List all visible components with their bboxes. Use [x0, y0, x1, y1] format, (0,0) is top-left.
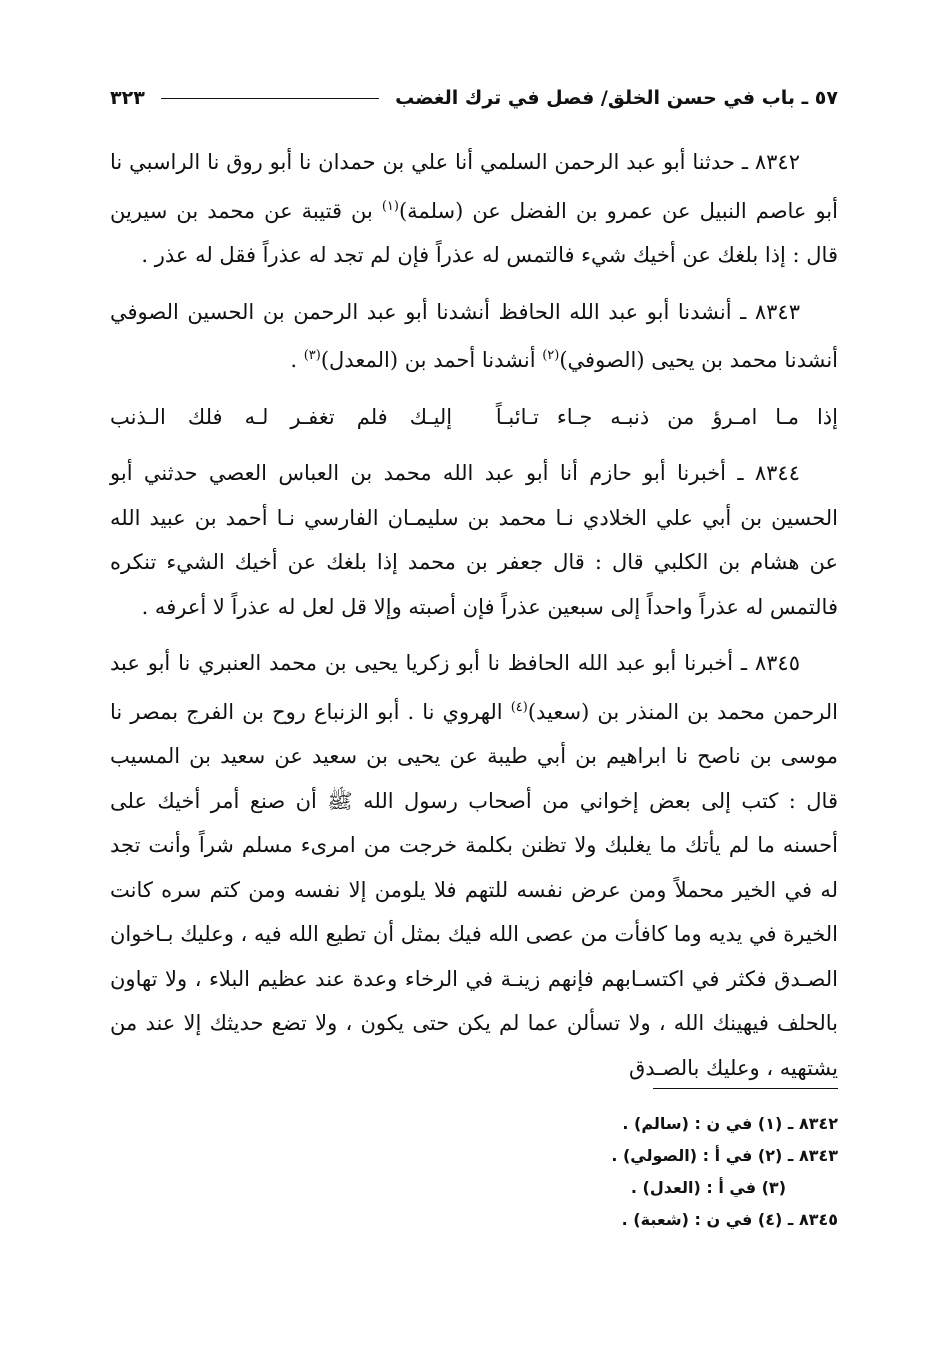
footnote-item: ٨٣٤٣ ـ (٢) في أ : (الصولي) . [611, 1146, 838, 1165]
footnote-ref: (١) [381, 198, 399, 214]
header-rule [161, 98, 379, 99]
hadith-number: ٨٣٤٣ [754, 299, 800, 324]
footnote-ref: (٣) [303, 348, 321, 363]
footnote-item: ٨٣٤٥ ـ (٤) في ن : (شعبة) . [621, 1210, 838, 1229]
footnotes [110, 1108, 838, 1236]
footnote-separator [653, 1088, 838, 1089]
hadith-8342 [110, 140, 838, 278]
hadith-text: ـ أنشدنا أبو عبد الله الحافظ أنشدنا أبو عبد الرحمن بن الحسين الصوفي أنشدنا محمد بن يحيى (الصوفي) [110, 299, 838, 372]
verse-second-hemistich: إليـك فلم تغفـر لـه فلك الـذنب [110, 404, 453, 429]
hadith-text: ـ حدثنا أبو عبد الرحمن السلمي أنا علي بن حمدان نا أبو روق نا الراسبي نا أبو عاصم النبيل عن عمرو بن الفضل عن (سلمة) [110, 150, 838, 223]
hadith-number: ٨٣٤٢ [754, 150, 800, 174]
hadith-number: ٨٣٤٤ [754, 461, 800, 485]
hadith-8345 [110, 641, 838, 1090]
hadith-number: ٨٣٤٥ [754, 651, 800, 675]
footnote-ref: (٢) [542, 348, 560, 363]
running-header [110, 78, 838, 118]
main-text [110, 140, 838, 1090]
footnote-ref: (٤) [510, 699, 528, 715]
hadith-8344 [110, 451, 838, 629]
footnote-item: ٨٣٤٢ ـ (١) في ن : (سالم) . [622, 1114, 838, 1133]
hadith-text: أنشدنا أحمد بن (المعدل) [320, 348, 536, 372]
hadith-text: ـ أخبرنا أبو عبد الله الحافظ نا أبو زكريا يحيى بن محمد العنبري نا أبو عبد الرحمن محمد بن المنذر بن (سعيد) [110, 651, 838, 724]
hadith-text: . [290, 348, 298, 372]
poetry-verse [110, 395, 838, 440]
page-number: ٣٢٣ [110, 87, 145, 109]
footnote-item: (٣) في أ : (العدل) . [630, 1178, 786, 1197]
book-page [110, 78, 838, 1328]
hadith-text: ـ أخبرنا أبو حازم أنا أبو عبد الله محمد بن العباس العصي حدثني أبو الحسين بن أبي علي الخلادي نـا محمد بن سليمـان الفارسي نـا أحمد بن عبيد الله عن هشام بن الكلبي قال : قال جعفر بن محمد إذا بلغك عن أخيك الشيء تنكره فالتمس له عذراً واحداً إلى سبعين عذراً فإن أصبته وإلا قل لعل له عذراً لا أعرفه . [110, 461, 838, 619]
verse-first-hemistich: إذا مـا امـرؤ من ذنبـه جـاء تـائبـاً [495, 404, 838, 429]
chapter-title: ٥٧ ـ باب في حسن الخلق/ فصل في ترك الغضب [395, 87, 838, 109]
hadith-text: بن قتيبة عن محمد بن سيرين قال : إذا بلغك عن أخيك شيء فالتمس له عذراً فإن لم تجد له عذراً فقل له عذر . [110, 198, 838, 267]
hadith-8343 [110, 290, 838, 383]
hadith-text: الهروي نا . أبو الزنباع روح بن الفرج بمصر نا موسى بن ناصح نا ابراهيم بن أبي طيبة عن يحيى بن سعيد عن سعيد بن المسيب قال : كتب إلى بعض إخواني من أصحاب رسول الله ﷺ أن صنع أمر أخيك على أحسنه ما لم يأتك ما يغلبك ولا تظنن بكلمة خرجت من امرىء مسلم شراً وأنت تجد له في الخير محملاً ومن عرض نفسه للتهم فلا يلومن إلا نفسه ومن كتم سره كانت الخيرة في يديه وما كافأت من عصى الله فيك بمثل أن تطيع الله فيه ، وعليك بـاخوان الصـدق فكثر في اكتسـابهم فإنهم زينـة في الرخاء وعدة عند عظيم البلاء ، ولا تهاون بالحلف فيهينك الله ، ولا تسألن عما لم يكن حتى يكون ، ولا تضع حديثك إلا عند من يشتهيه ، وعليك بالصـدق [110, 699, 838, 1080]
